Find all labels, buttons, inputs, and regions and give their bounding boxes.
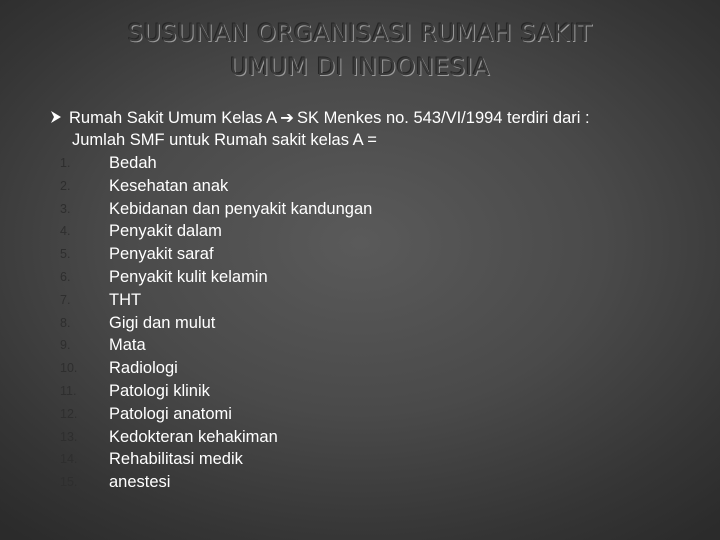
list-item-label: Rehabilitasi medik: [109, 450, 243, 469]
list-item-number: 5.: [60, 247, 71, 262]
list-item-label: Kedokteran kehakiman: [109, 427, 278, 446]
list-item-label: Patologi klinik: [109, 381, 210, 400]
bullet-text-after-arrow: SK Menkes no. 543/VI/1994 terdiri dari :: [297, 109, 590, 127]
list-item-label: anestesi: [109, 473, 171, 492]
list-item-number: 10.: [60, 361, 78, 376]
list-item-number: 8.: [60, 315, 71, 330]
title-line-1: SUSUNAN ORGANISASI RUMAH SAKIT: [127, 19, 593, 47]
list-item-label: Radiologi: [109, 359, 178, 378]
list-item-label: Gigi dan mulut: [109, 313, 216, 332]
list-item-number: 3.: [60, 201, 71, 216]
title-line-2: UMUM DI INDONESIA: [229, 53, 491, 81]
list-item-label: Kebidanan dan penyakit kandungan: [109, 199, 373, 218]
arrow-bullet-icon: [50, 110, 62, 124]
list-item-label: Mata: [109, 336, 146, 355]
list-item-number: 4.: [60, 224, 71, 239]
bullet-text: [69, 106, 590, 130]
list-item-number: 2.: [60, 178, 71, 193]
list-item-number: 13.: [60, 429, 78, 444]
bullet-second-line: Jumlah SMF untuk Rumah sakit kelas A =: [72, 131, 377, 149]
list-item-label: Penyakit saraf: [109, 245, 214, 264]
list-item-number: 1.: [60, 156, 71, 170]
list-item-number: 7.: [60, 292, 71, 307]
list-item-number: 12.: [60, 406, 78, 421]
list-item-label: Patologi anatomi: [109, 404, 232, 423]
slide-title: [40, 16, 680, 84]
bullet-text-before-arrow: Rumah Sakit Umum Kelas A: [69, 109, 278, 127]
list-item-label: Kesehatan anak: [109, 176, 229, 195]
list-item-label: Penyakit kulit kelamin: [109, 267, 268, 286]
list-item-number: 15.: [60, 475, 78, 490]
list-item-number: 14.: [60, 452, 78, 467]
list-item-label: THT: [109, 290, 142, 309]
list-item-label: Bedah: [109, 154, 157, 172]
list-item-number: 6.: [60, 269, 71, 284]
list-item-label: Penyakit dalam: [109, 222, 222, 241]
list-item-number: 11.: [60, 383, 77, 398]
list-item-number: 9.: [60, 338, 71, 353]
right-arrow-icon: ➔: [280, 108, 294, 127]
